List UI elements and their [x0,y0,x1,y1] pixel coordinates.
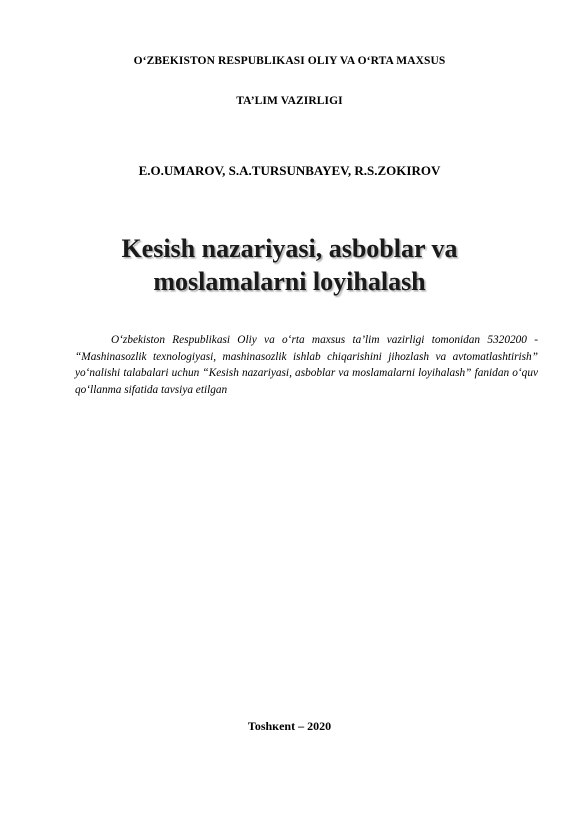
place-and-year: Toshкent – 2020 [247,719,332,733]
ministry-name-line-2: TA’LIM VAZIRLIGI [236,95,343,107]
approval-description: O‘zbekiston Respublikasi Oliy va o‘rta maxsus ta’lim vazirligi tomonidan 5320200 - “Mashinasozlik texnologiyasi, mashinasozlik ishlab chiqarishini jihozlash va avtomatlashtirish” yo‘nalishi talabalari uchun “Kesish nazariyasi, asboblar va moslamalarni loyihalash” fanidan o‘quv qo‘llanma sifatida tavsiya etilgan [75,334,538,396]
authors: E.O.UMAROV, S.A.TURSUNBAYEV, R.S.ZOKIROV [138,163,441,178]
book-title-line-1: Kesish nazariyasi, asboblar va [121,234,458,263]
ministry-name-line-1: O‘ZBEKISTON RESPUBLIKASI OLIY VA O‘RTA MAXSUS [133,55,446,67]
book-title [0,232,579,298]
book-title-line-2: moslamalarni loyihalash [153,267,426,296]
